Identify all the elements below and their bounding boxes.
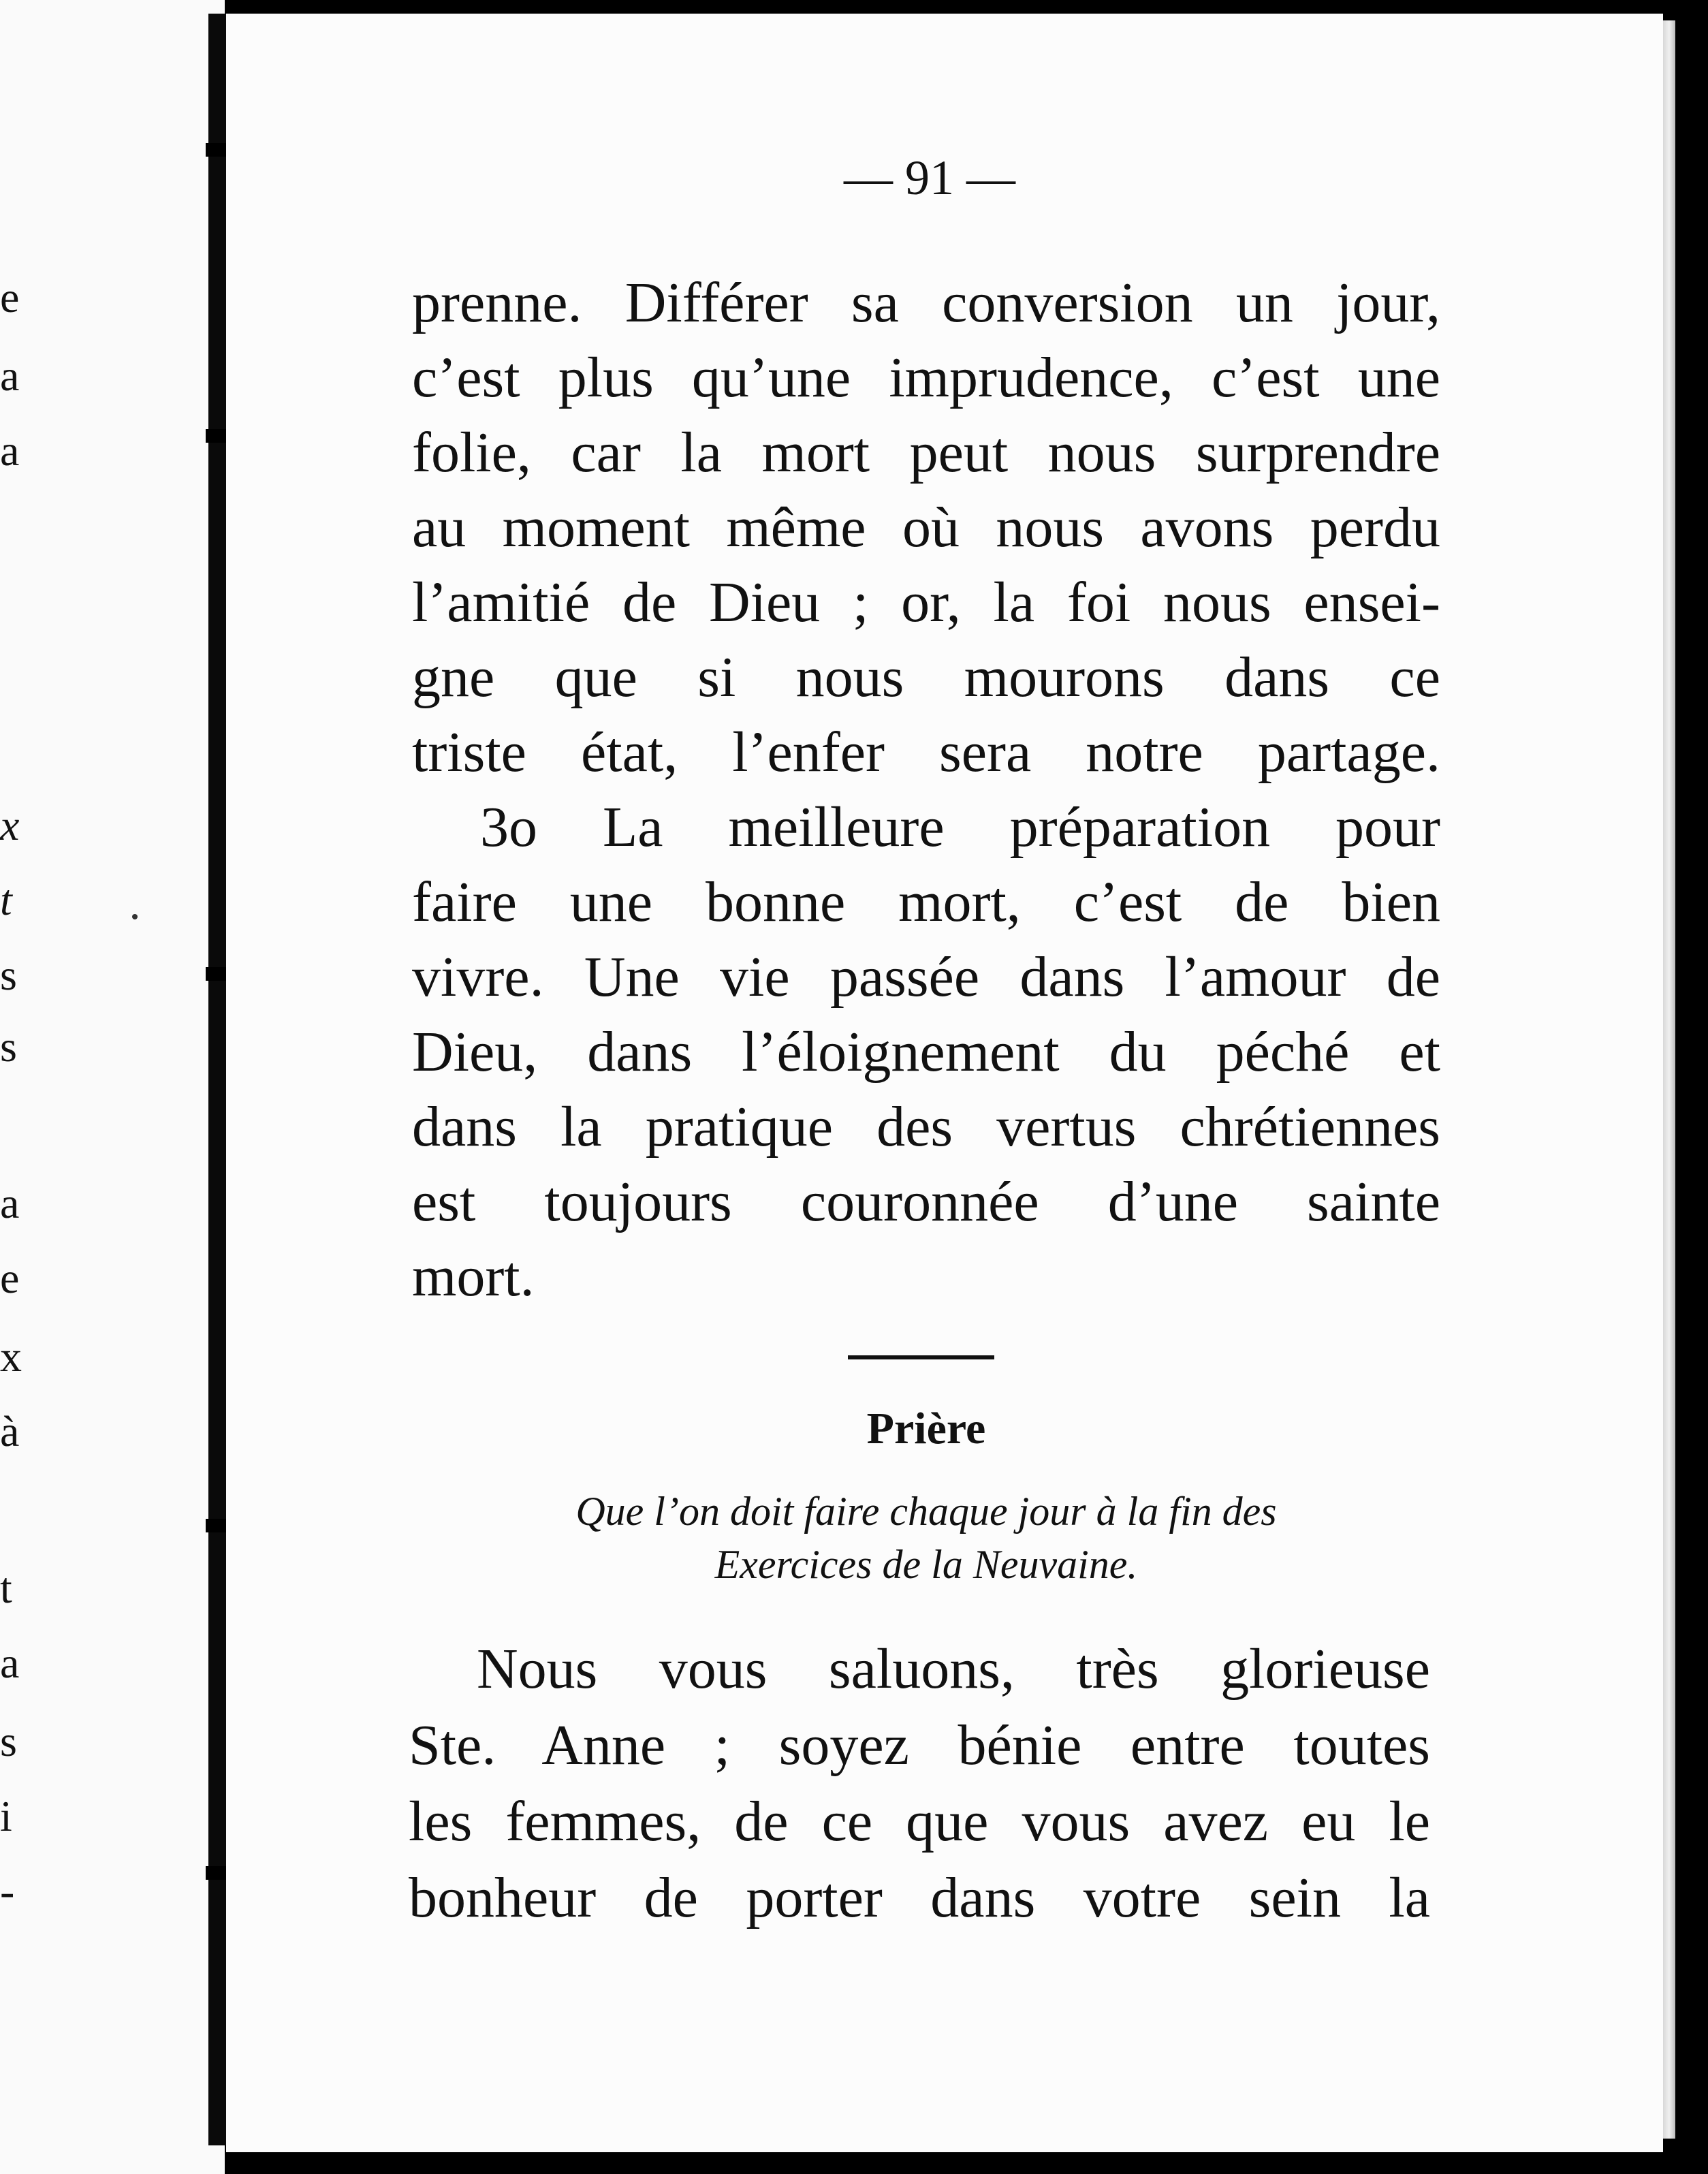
text-line: prenne. Différer sa conversion un jour, <box>412 271 1440 334</box>
text-line: bonheur de porter dans votre sein la <box>409 1866 1430 1929</box>
text-line: gne que si nous mourons dans ce <box>412 646 1440 709</box>
binding-stitch <box>206 1866 229 1880</box>
facing-page-edge <box>0 0 225 2174</box>
facing-page-char: e <box>0 1254 20 1302</box>
facing-page-char: a <box>0 351 20 400</box>
prayer-subtitle <box>412 1485 1440 1591</box>
facing-page-char: - <box>0 1867 15 1915</box>
text-line: dans la pratique des vertus chrétiennes <box>412 1095 1440 1159</box>
text-line: Ste. Anne ; soyez bénie entre toutes <box>409 1714 1430 1777</box>
facing-page-char: s <box>0 1717 17 1765</box>
facing-page-char: s <box>0 951 17 999</box>
facing-page-char: à <box>0 1407 20 1455</box>
text-line: est toujours couronnée d’une sainte <box>412 1170 1440 1233</box>
text-line: triste état, l’enfer sera notre partage. <box>412 721 1440 784</box>
text-line: folie, car la mort peut nous surprendre <box>412 421 1440 484</box>
prayer-subtitle-line: Que l’on doit faire chaque jour à la fin des <box>575 1489 1277 1534</box>
facing-page-char: t <box>0 1564 12 1612</box>
binding-stitch <box>206 143 229 157</box>
binding-stitch <box>206 1519 229 1532</box>
section-divider <box>848 1355 994 1359</box>
binding-stitch <box>206 967 229 981</box>
facing-page-char: e <box>0 273 20 321</box>
text-line: Dieu, dans l’éloignement du péché et <box>412 1020 1440 1084</box>
text-line: au moment même où nous avons perdu <box>412 496 1440 559</box>
facing-page-char: t <box>0 876 12 924</box>
text-line: les femmes, de ce que vous avez eu le <box>409 1790 1430 1853</box>
page-edge <box>1663 20 1675 2139</box>
text-line: l’amitié de Dieu ; or, la foi nous ensei- <box>412 571 1440 634</box>
facing-page-char: s <box>0 1022 17 1071</box>
facing-page-char: x <box>0 801 20 849</box>
prayer-heading: Prière <box>866 1404 986 1453</box>
body-text <box>412 266 1440 1314</box>
prayer-text <box>409 1631 1430 1936</box>
facing-page-char: i <box>0 1792 12 1840</box>
ink-dot <box>132 914 138 919</box>
facing-page-char: x <box>0 1332 22 1381</box>
facing-page-char: a <box>0 1639 20 1687</box>
text-line: Nous vous saluons, très glorieuse <box>477 1637 1430 1701</box>
text-line: c’est plus qu’une imprudence, c’est une <box>412 346 1440 409</box>
text-line: 3o La meilleure préparation pour <box>480 795 1440 859</box>
text-line: mort. <box>412 1245 535 1308</box>
facing-page-char: a <box>0 426 20 475</box>
prayer-subtitle-line: Exercices de la Neuvaine. <box>714 1542 1138 1587</box>
book-spine <box>208 14 226 2145</box>
page-number: — 91 — <box>844 151 1015 205</box>
binding-stitch <box>206 429 229 443</box>
facing-page-char: a <box>0 1179 20 1227</box>
text-line: vivre. Une vie passée dans l’amour de <box>412 945 1440 1009</box>
text-line: faire une bonne mort, c’est de bien <box>412 870 1440 934</box>
